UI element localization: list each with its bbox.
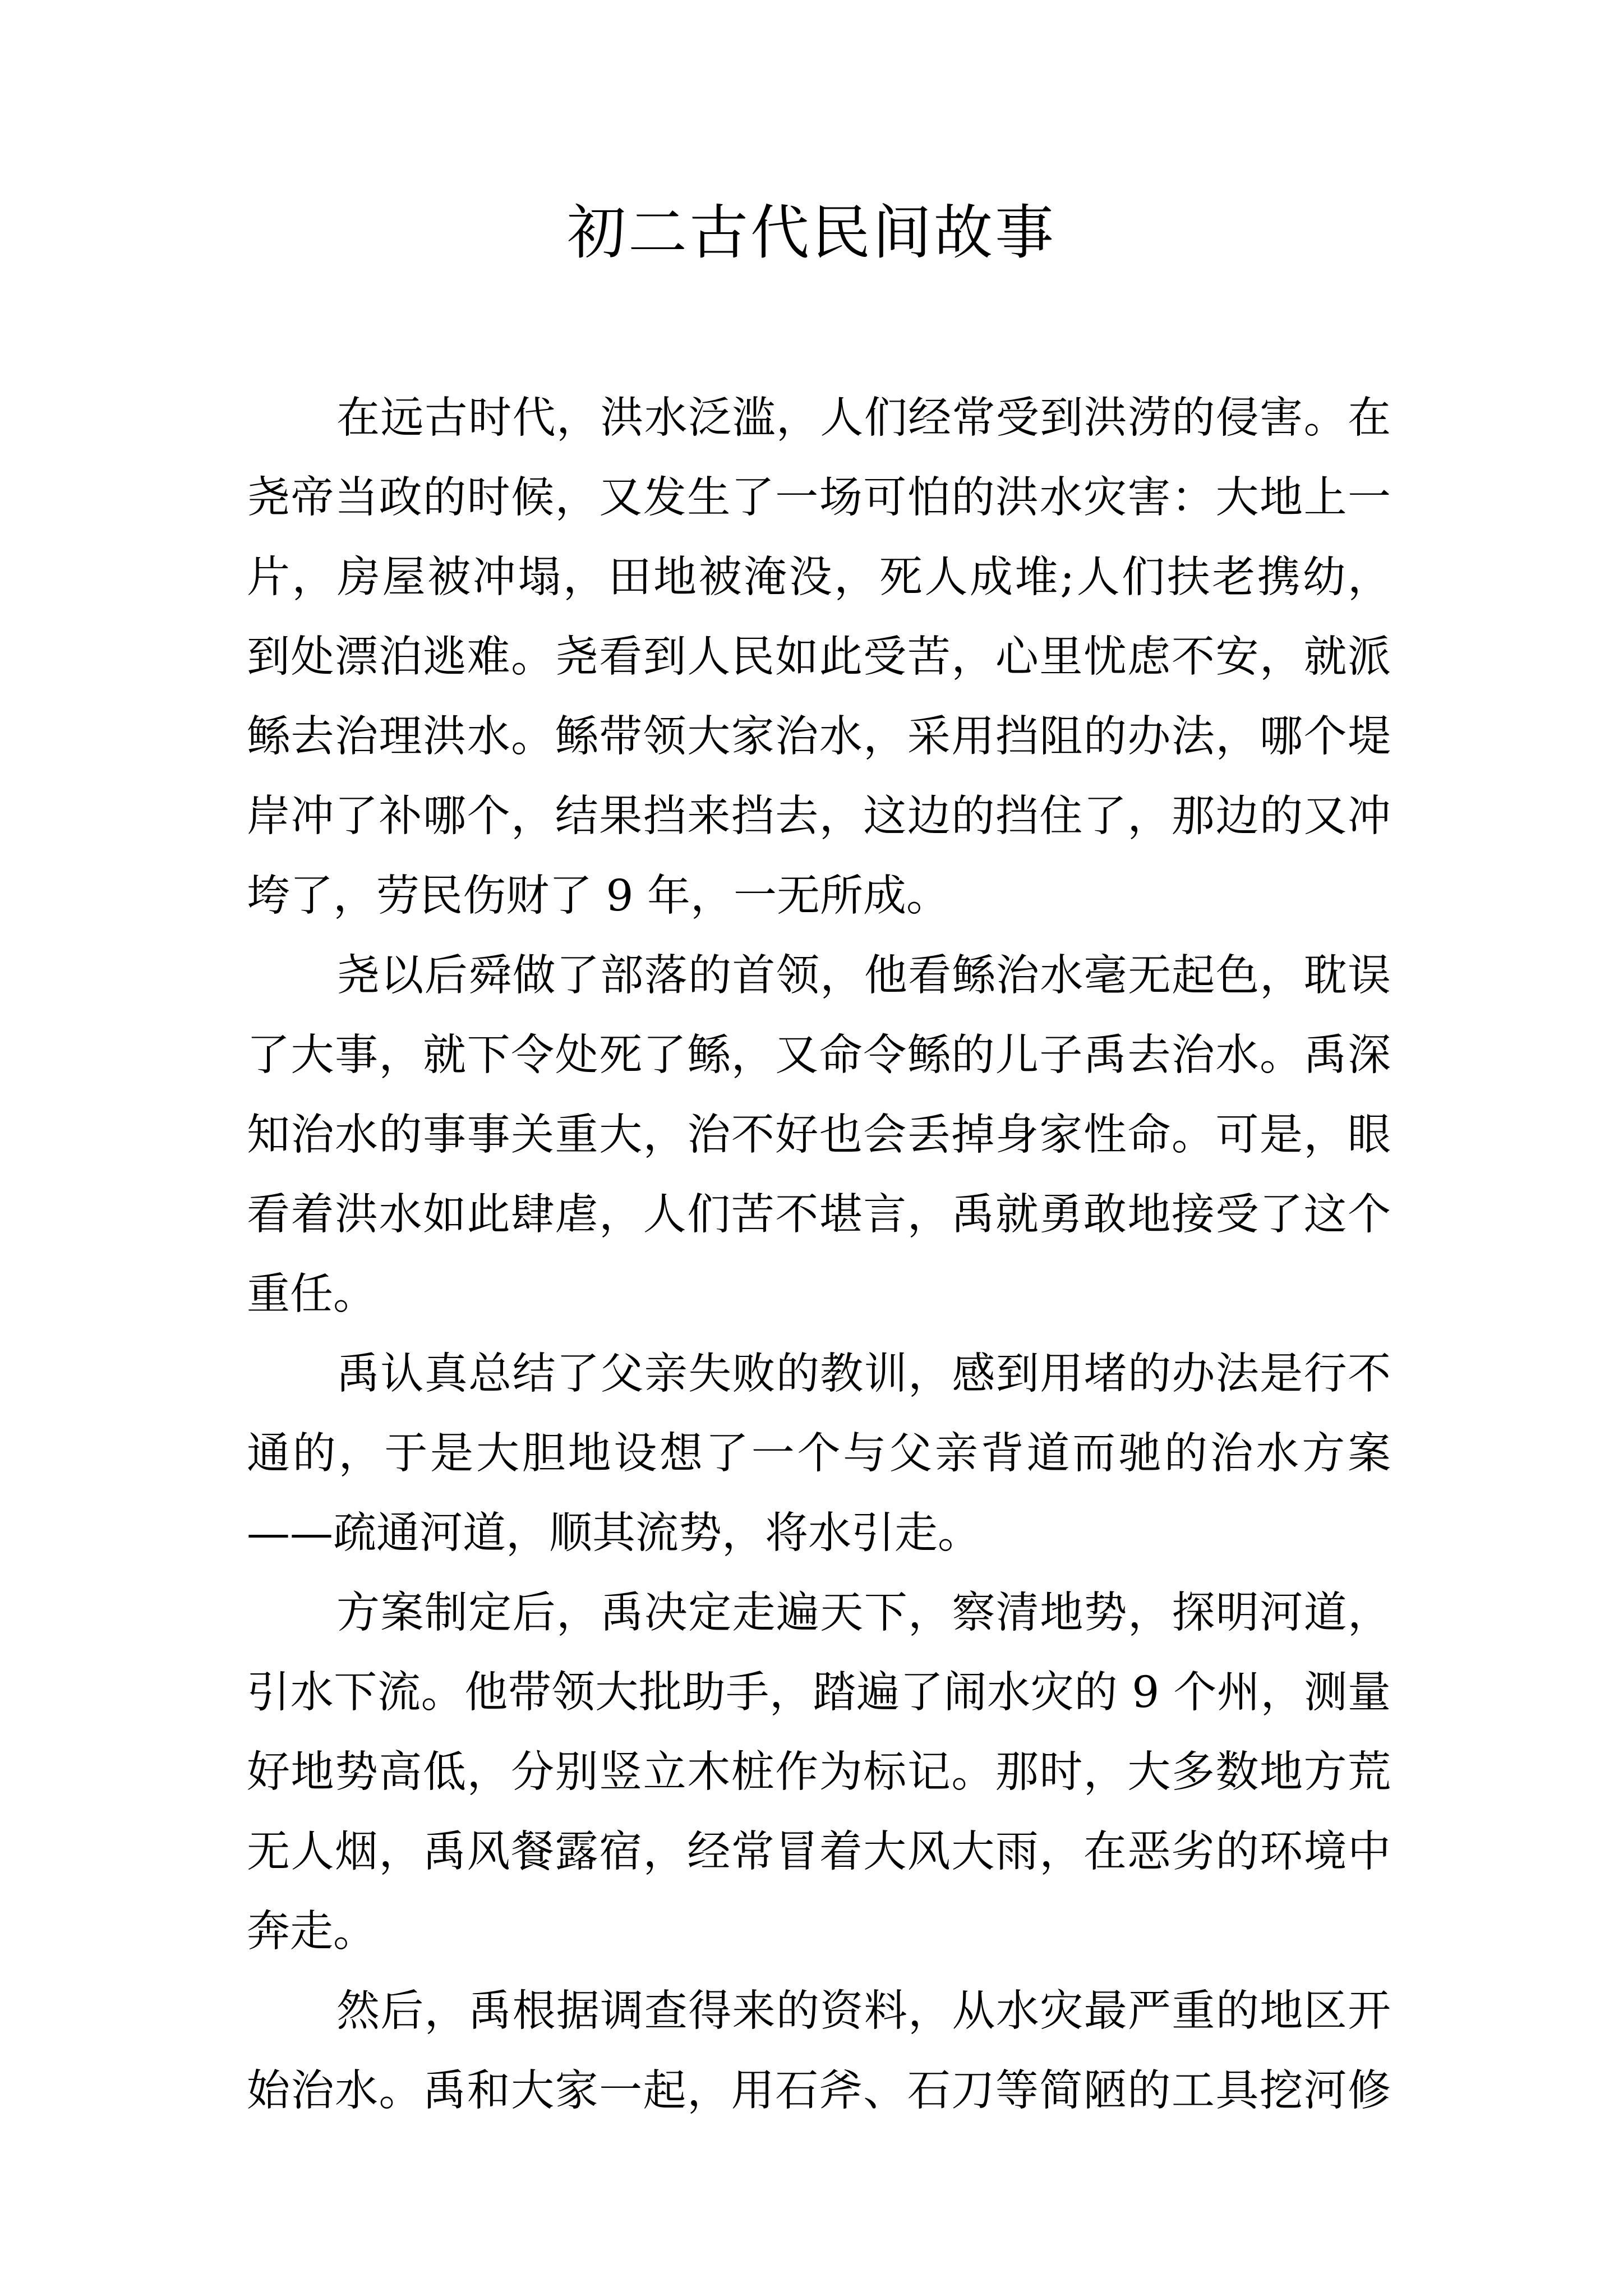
paragraph-line: 方案制定后，禹决定走遍天下，察清地势，探明河道， — [336, 1588, 1391, 1638]
paragraph-line: 无人烟，禹风餐露宿，经常冒着大风大雨，在恶劣的环境中 — [247, 1827, 1391, 1877]
paragraph-line: 重任。 — [247, 1269, 376, 1319]
paragraph-line: 片，房屋被冲塌，田地被淹没，死人成堆;人们扶老携幼， — [247, 553, 1391, 602]
paragraph-line: 好地势高低，分别竖立木桩作为标记。那时，大多数地方荒 — [247, 1747, 1391, 1797]
paragraph-line: 了大事，就下令处死了鲧，又命令鲧的儿子禹去治水。禹深 — [247, 1030, 1391, 1080]
paragraph-line: 始治水。禹和大家一起，用石斧、石刀等简陋的工具挖河修 — [247, 2066, 1391, 2116]
paragraph-line: 引水下流。他带领大批助手，踏遍了闹水灾的 9 个州，测量 — [247, 1668, 1391, 1718]
paragraph-line: 到处漂泊逃难。尧看到人民如此受苦，心里忧虑不安，就派 — [247, 632, 1391, 682]
document-body — [247, 379, 1391, 2131]
paragraph-line: 奔走。 — [247, 1907, 376, 1957]
paragraph-line: ——疏通河道，顺其流势，将水引走。 — [247, 1508, 981, 1558]
paragraph-line: 看着洪水如此肆虐，人们苦不堪言，禹就勇敢地接受了这个 — [247, 1190, 1391, 1240]
document-title: 初二古代民间故事 — [566, 199, 1056, 267]
paragraph-line: 尧以后舜做了部落的首领，他看鲧治水毫无起色，耽误 — [336, 951, 1391, 1001]
paragraph-line: 禹认真总结了父亲失败的教训，感到用堵的办法是行不 — [336, 1349, 1391, 1399]
paragraph-line: 鲧去治理洪水。鲧带领大家治水，采用挡阻的办法，哪个堤 — [247, 712, 1391, 762]
paragraph-line: 通的，于是大胆地设想了一个与父亲背道而驰的治水方案 — [247, 1429, 1391, 1479]
paragraph-line: 尧帝当政的时候，又发生了一场可怕的洪水灾害：大地上一 — [247, 473, 1391, 523]
paragraph-line: 在远古时代，洪水泛滥，人们经常受到洪涝的侵害。在 — [336, 393, 1391, 443]
paragraph-line: 知治水的事事关重大，治不好也会丢掉身家性命。可是，眼 — [247, 1110, 1391, 1160]
paragraph-line: 然后，禹根据调查得来的资料，从水灾最严重的地区开 — [336, 1986, 1391, 2036]
paragraph-line: 岸冲了补哪个，结果挡来挡去，这边的挡住了，那边的又冲 — [247, 792, 1391, 841]
paragraph-line: 垮了，劳民伤财了 9 年，一无所成。 — [247, 871, 949, 921]
